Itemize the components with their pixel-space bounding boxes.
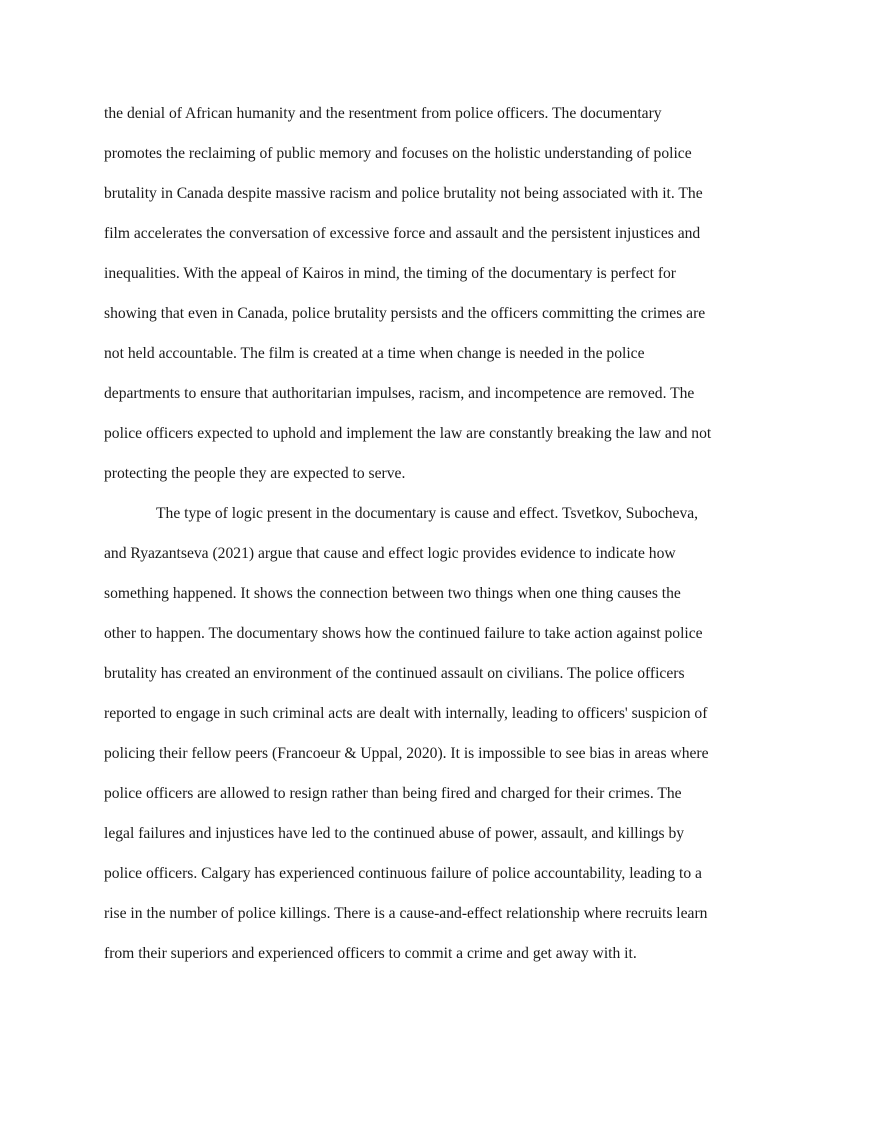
document-body (104, 101, 794, 981)
text-line: and Ryazantseva (2021) argue that cause and effect logic provides evidence to indicate how (104, 545, 676, 562)
text-line: brutality has created an environment of the continued assault on civilians. The police officers (104, 665, 685, 682)
text-line: the denial of African humanity and the resentment from police officers. The documentary (104, 105, 662, 122)
text-line: protecting the people they are expected to serve. (104, 465, 406, 482)
text-line: something happened. It shows the connection between two things when one thing causes the (104, 585, 681, 602)
text-line: police officers. Calgary has experienced continuous failure of police accountability, leading to a (104, 865, 702, 882)
text-line: police officers expected to uphold and implement the law are constantly breaking the law and not (104, 425, 712, 442)
text-line: rise in the number of police killings. There is a cause-and-effect relationship where recruits learn (104, 905, 708, 922)
text-line: policing their fellow peers (Francoeur & Uppal, 2020). It is impossible to see bias in areas where (104, 745, 709, 762)
text-line: from their superiors and experienced officers to commit a crime and get away with it. (104, 945, 637, 962)
text-line: departments to ensure that authoritarian impulses, racism, and incompetence are removed. The (104, 385, 695, 402)
text-line: The type of logic present in the documentary is cause and effect. Tsvetkov, Subocheva, (156, 505, 699, 522)
paragraph-1 (104, 101, 794, 501)
text-line: film accelerates the conversation of excessive force and assault and the persistent injustices and (104, 225, 701, 242)
text-line: promotes the reclaiming of public memory and focuses on the holistic understanding of police (104, 145, 692, 162)
paragraph-2 (104, 501, 794, 981)
text-line: brutality in Canada despite massive racism and police brutality not being associated with it. The (104, 185, 703, 202)
text-line: inequalities. With the appeal of Kairos in mind, the timing of the documentary is perfect for (104, 265, 676, 282)
text-line: legal failures and injustices have led to the continued abuse of power, assault, and killings by (104, 825, 685, 842)
text-line: showing that even in Canada, police brutality persists and the officers committing the crimes are (104, 305, 706, 322)
text-line: other to happen. The documentary shows how the continued failure to take action against police (104, 625, 703, 642)
text-line: not held accountable. The film is created at a time when change is needed in the police (104, 345, 645, 362)
text-line: reported to engage in such criminal acts are dealt with internally, leading to officers' suspicion of (104, 705, 708, 722)
text-line: police officers are allowed to resign rather than being fired and charged for their crimes. The (104, 785, 682, 802)
